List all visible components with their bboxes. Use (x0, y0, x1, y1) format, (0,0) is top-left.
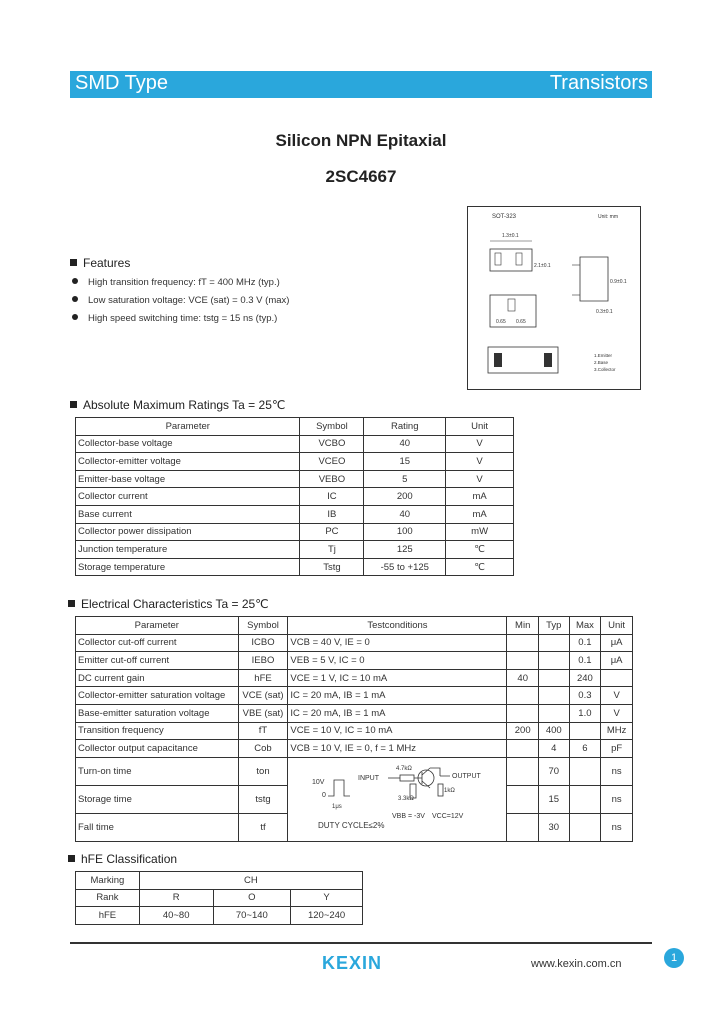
col-header: Symbol (238, 617, 288, 635)
side-view (580, 257, 608, 301)
circuit-label: 3.3kΩ (398, 795, 415, 802)
col-header: Min (507, 617, 539, 635)
header-banner (70, 71, 652, 98)
elec-table (75, 616, 633, 842)
cell (507, 634, 539, 652)
cell: ns (601, 786, 633, 814)
cell: mA (446, 505, 514, 523)
cell (538, 652, 569, 670)
bullet-dot-icon (72, 314, 78, 320)
legend-item: 2.Base (594, 360, 609, 365)
features-heading: Features (70, 256, 130, 270)
cell: CH (139, 872, 362, 890)
cell: 40 (364, 435, 446, 453)
cell (507, 757, 539, 786)
cell: 0.3 (569, 687, 601, 705)
cell: V (601, 704, 633, 722)
resistor-rb (400, 775, 414, 781)
dim-label: 0.9±0.1 (610, 279, 627, 285)
switching-test-circuit (288, 758, 506, 838)
circuit-label: INPUT (358, 774, 380, 782)
cell (569, 814, 601, 842)
cell: Marking (76, 872, 140, 890)
col-header: Unit (446, 418, 514, 436)
cell: 15 (538, 786, 569, 814)
header-left: SMD Type (75, 72, 168, 94)
cell: Collector current (76, 488, 300, 506)
cell: Tstg (300, 558, 364, 576)
cell: VCBO (300, 435, 364, 453)
cell: R (139, 889, 213, 907)
cell: -55 to +125 (364, 558, 446, 576)
pin-1 (495, 253, 501, 265)
cell: mW (446, 523, 514, 541)
dim-label: 2.1±0.1 (534, 263, 551, 269)
cell: mA (446, 488, 514, 506)
circuit-label: VBB = -3V (392, 812, 426, 820)
hfe-table (75, 871, 363, 925)
cell: hFE (76, 907, 140, 925)
cell: PC (300, 523, 364, 541)
cell: pF (601, 740, 633, 758)
cell: Base current (76, 505, 300, 523)
legend-item: 1.Emitter (594, 353, 613, 358)
cell: 0.1 (569, 652, 601, 670)
cell: Storage time (76, 786, 239, 814)
cell: Collector-base voltage (76, 435, 300, 453)
cell: O (213, 889, 291, 907)
cell: 40 (364, 505, 446, 523)
col-header: Parameter (76, 418, 300, 436)
dim-label: 1.3±0.1 (502, 233, 519, 239)
circuit-label: VCC=12V (432, 812, 464, 820)
table-row (76, 523, 514, 541)
table-row (76, 541, 514, 559)
bullet-square-icon (68, 855, 75, 862)
cell: tstg (238, 786, 288, 814)
cell: VCEO (300, 453, 364, 471)
cell: VCB = 40 V, IE = 0 (288, 634, 507, 652)
cell (569, 757, 601, 786)
table-row (76, 435, 514, 453)
circuit-label: 1μs (332, 803, 343, 810)
cell (538, 687, 569, 705)
cell: tf (238, 814, 288, 842)
cell: Tj (300, 541, 364, 559)
cell: VCB = 10 V, IE = 0, f = 1 MHz (288, 740, 507, 758)
bullet-dot-icon (72, 278, 78, 284)
cell: 120~240 (291, 907, 363, 925)
cell: DC current gain (76, 669, 239, 687)
marking-pin (494, 353, 502, 367)
feature-item: High speed switching time: tstg = 15 ns (typ.) (72, 313, 277, 324)
table-row (76, 488, 514, 506)
cell: 5 (364, 470, 446, 488)
col-header: Rating (364, 418, 446, 436)
table-row (76, 558, 514, 576)
table-header-row (76, 617, 633, 635)
table-row (76, 757, 633, 786)
cell: 70 (538, 757, 569, 786)
switching-circuit-cell (288, 757, 507, 841)
feature-item: High transition frequency: fT = 400 MHz (typ.) (72, 277, 280, 288)
website-link[interactable]: www.kexin.com.cn (531, 958, 622, 970)
table-row (76, 687, 633, 705)
pulse-waveform (328, 780, 350, 796)
cell: IC = 20 mA, IB = 1 mA (288, 704, 507, 722)
bullet-square-icon (70, 401, 77, 408)
cell: ℃ (446, 558, 514, 576)
cell: Collector output capacitance (76, 740, 239, 758)
cell: V (601, 687, 633, 705)
cell (507, 652, 539, 670)
cell (538, 669, 569, 687)
cell: 70~140 (213, 907, 291, 925)
cell: 100 (364, 523, 446, 541)
cell: Transition frequency (76, 722, 239, 740)
cell: μA (601, 634, 633, 652)
pin-2 (516, 253, 522, 265)
cell: 125 (364, 541, 446, 559)
col-header: Symbol (300, 418, 364, 436)
bullet-dot-icon (72, 296, 78, 302)
circuit-label: 0 (322, 791, 327, 799)
circuit-label: DUTY CYCLE≤2% (318, 820, 385, 830)
table-row (76, 634, 633, 652)
col-header: Parameter (76, 617, 239, 635)
hfe-heading: hFE Classification (68, 852, 177, 866)
table-row (76, 669, 633, 687)
table-row (76, 872, 363, 890)
cell: ℃ (446, 541, 514, 559)
cell (507, 704, 539, 722)
table-row (76, 889, 363, 907)
cell: MHz (601, 722, 633, 740)
page-title: Silicon NPN Epitaxial (275, 131, 447, 150)
cell: VCE = 10 V, IC = 10 mA (288, 722, 507, 740)
cell: 40~80 (139, 907, 213, 925)
cell: Collector-emitter voltage (76, 453, 300, 471)
table-row (76, 722, 633, 740)
cell: ton (238, 757, 288, 786)
footer-divider (70, 942, 652, 944)
cell: 6 (569, 740, 601, 758)
bullet-square-icon (70, 259, 77, 266)
package-name: SOT-323 (492, 214, 517, 220)
resistor-rl (438, 784, 443, 796)
pin-3 (508, 299, 515, 311)
cell: VCE (sat) (238, 687, 288, 705)
cell: Emitter cut-off current (76, 652, 239, 670)
col-header: Typ (538, 617, 569, 635)
cell (538, 704, 569, 722)
cell: V (446, 435, 514, 453)
table-row (76, 704, 633, 722)
table-row (76, 907, 363, 925)
cell: 200 (364, 488, 446, 506)
dim-label: 0.65 (496, 319, 506, 325)
table-row (76, 453, 514, 471)
cell: VBE (sat) (238, 704, 288, 722)
table-row (76, 740, 633, 758)
marking-pin (544, 353, 552, 367)
cell: IB (300, 505, 364, 523)
table-header-row (76, 418, 514, 436)
table-row (76, 470, 514, 488)
cell: 40 (507, 669, 539, 687)
cell: Rank (76, 889, 140, 907)
cell (507, 740, 539, 758)
header-right: Transistors (549, 72, 648, 94)
cell (569, 786, 601, 814)
legend-item: 3.Collector (594, 367, 616, 372)
cell: VEBO (300, 470, 364, 488)
circuit-label: 10V (312, 778, 325, 786)
table-row (76, 505, 514, 523)
cell: V (446, 453, 514, 471)
col-header: Testconditions (288, 617, 507, 635)
company-logo: KEXIN (322, 953, 383, 973)
page-number: 1 (664, 948, 684, 968)
cell: IC (300, 488, 364, 506)
elec-heading: Electrical Characteristics Ta = 25℃ (68, 597, 269, 611)
abs-max-heading: Absolute Maximum Ratings Ta = 25℃ (70, 398, 285, 412)
cell: Emitter-base voltage (76, 470, 300, 488)
cell: Y (291, 889, 363, 907)
abs-max-table (75, 417, 514, 576)
cell: 4 (538, 740, 569, 758)
cell: μA (601, 652, 633, 670)
bullet-square-icon (68, 600, 75, 607)
cell (507, 814, 539, 842)
cell: Collector-emitter saturation voltage (76, 687, 239, 705)
cell: Collector power dissipation (76, 523, 300, 541)
cell: ns (601, 757, 633, 786)
cell: 240 (569, 669, 601, 687)
cell (507, 786, 539, 814)
package-unit: Unit: mm (598, 214, 618, 220)
cell: ns (601, 814, 633, 842)
cell: 200 (507, 722, 539, 740)
cell: Turn-on time (76, 757, 239, 786)
cell: fT (238, 722, 288, 740)
cell (601, 669, 633, 687)
cell: VCE = 1 V, IC = 10 mA (288, 669, 507, 687)
circuit-label: 1kΩ (444, 787, 456, 794)
package-outline-svg (468, 207, 640, 389)
cell: Fall time (76, 814, 239, 842)
cell: 15 (364, 453, 446, 471)
cell: ICBO (238, 634, 288, 652)
circuit-label: OUTPUT (452, 772, 482, 780)
cell: 400 (538, 722, 569, 740)
cell: Collector cut-off current (76, 634, 239, 652)
dim-label: 0.65 (516, 319, 526, 325)
table-row (76, 652, 633, 670)
cell: 1.0 (569, 704, 601, 722)
cell: VEB = 5 V, IC = 0 (288, 652, 507, 670)
cell: hFE (238, 669, 288, 687)
cell: Cob (238, 740, 288, 758)
cell: Storage temperature (76, 558, 300, 576)
circuit-label: 4.7kΩ (396, 765, 413, 772)
cell: V (446, 470, 514, 488)
body-top-view (490, 249, 532, 271)
package-drawing (467, 206, 641, 390)
cell: Junction temperature (76, 541, 300, 559)
dim-label: 0.3±0.1 (596, 309, 613, 315)
cell (569, 722, 601, 740)
cell: Base-emitter saturation voltage (76, 704, 239, 722)
col-header: Unit (601, 617, 633, 635)
cell: IC = 20 mA, IB = 1 mA (288, 687, 507, 705)
cell: IEBO (238, 652, 288, 670)
cell: 0.1 (569, 634, 601, 652)
cell: 30 (538, 814, 569, 842)
cell (538, 634, 569, 652)
cell (507, 687, 539, 705)
part-number: 2SC4667 (325, 167, 397, 186)
col-header: Max (569, 617, 601, 635)
feature-item: Low saturation voltage: VCE (sat) = 0.3 V (max) (72, 295, 289, 306)
